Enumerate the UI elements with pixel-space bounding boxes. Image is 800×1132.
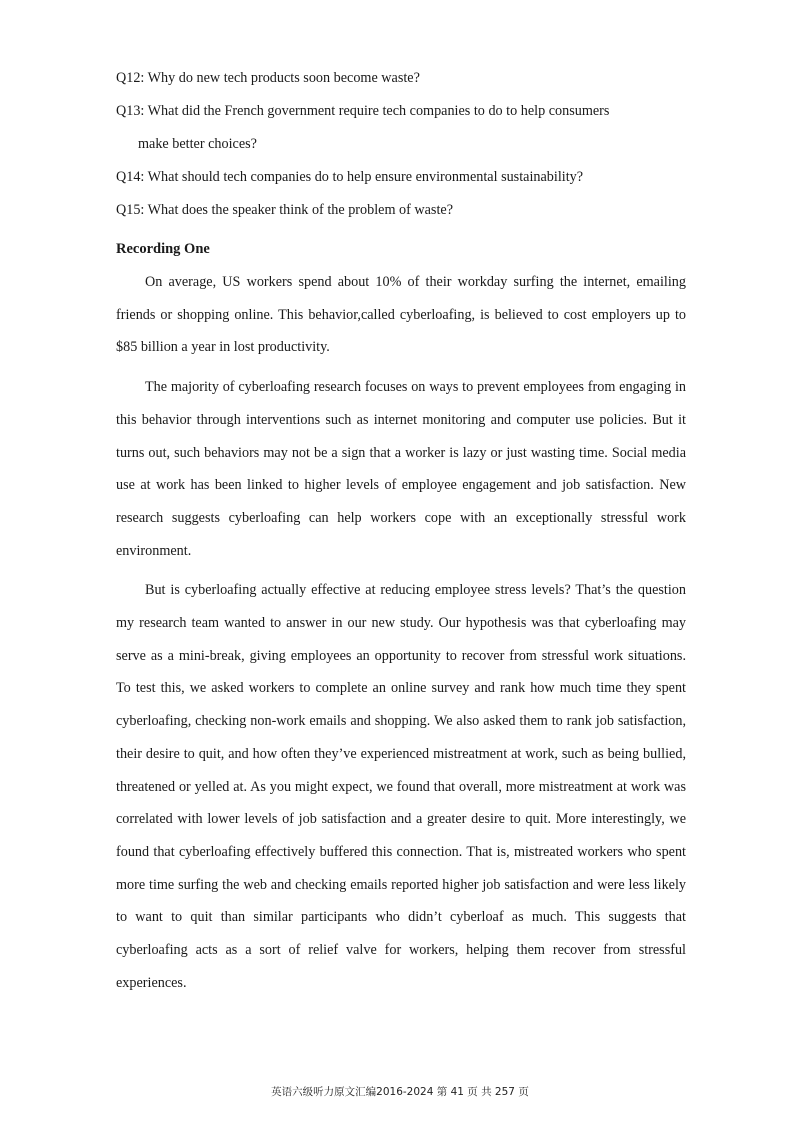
transcript-paragraph: But is cyberloafing actually effective at reducing employee stress levels? That’s the question my research team wanted to answer in our new study. Our hypothesis was that cyberloafing may serve as a mini-break, giving employees an opportunity to recover from stressful work situations. To test this, we asked workers to complete an online survey and rank how much time they spent cyberloafing, checking non-work emails and shopping. We also asked them to rank job satisfaction, their desire to quit, and how often they’ve experienced mistreatment at work, such as being bullied, threatened or yelled at. As you might expect, we found that overall, more mistreatment at work was correlated with lower levels of job satisfaction and a greater desire to quit. More interestingly, we found that cyberloafing effectively buffered this connection. That is, mistreated workers who spent more time surfing the web and checking emails reported higher job satisfaction and were less likely to want to quit than similar participants who didn’t cyberloaf as much. This suggests that cyberloafing acts as a sort of relief valve for workers, helping them recover from stressful experiences.: [116, 582, 686, 991]
question-list: [116, 62, 686, 227]
question-q12: [116, 62, 686, 95]
question-text-continuation: make better choices?: [138, 136, 257, 152]
section-heading: Recording One: [116, 241, 210, 257]
page-footer: 英语六级听力原文汇编2016-2024 第 41 页 共 257 页: [271, 1086, 529, 1098]
question-q14: [116, 161, 686, 194]
transcript-paragraph: The majority of cyberloafing research focuses on ways to prevent employees from engaging in this behavior through interventions such as internet monitoring and computer use policies. But it turns out, such behaviors may not be a sign that a worker is lazy or just wasting time. Social media use at work has been linked to higher levels of employee engagement and job satisfaction. New research suggests cyberloafing can help workers cope with an exceptionally stressful work environment.: [116, 379, 686, 559]
question-text: Q15: What does the speaker think of the problem of waste?: [116, 202, 453, 218]
question-text: Q12: Why do new tech products soon become waste?: [116, 70, 420, 86]
document-page: [116, 62, 686, 1006]
question-text: Q14: What should tech companies do to help ensure environmental sustainability?: [116, 169, 584, 185]
transcript-paragraph: On average, US workers spend about 10% of their workday surfing the internet, emailing friends or shopping online. This behavior,called cyberloafing, is believed to cost employers up to $85 billion a year in lost productivity.: [116, 274, 686, 356]
question-q15: [116, 194, 686, 227]
question-text: Q13: What did the French government require tech companies to do to help consumers: [116, 103, 610, 119]
question-q13: [116, 95, 686, 161]
